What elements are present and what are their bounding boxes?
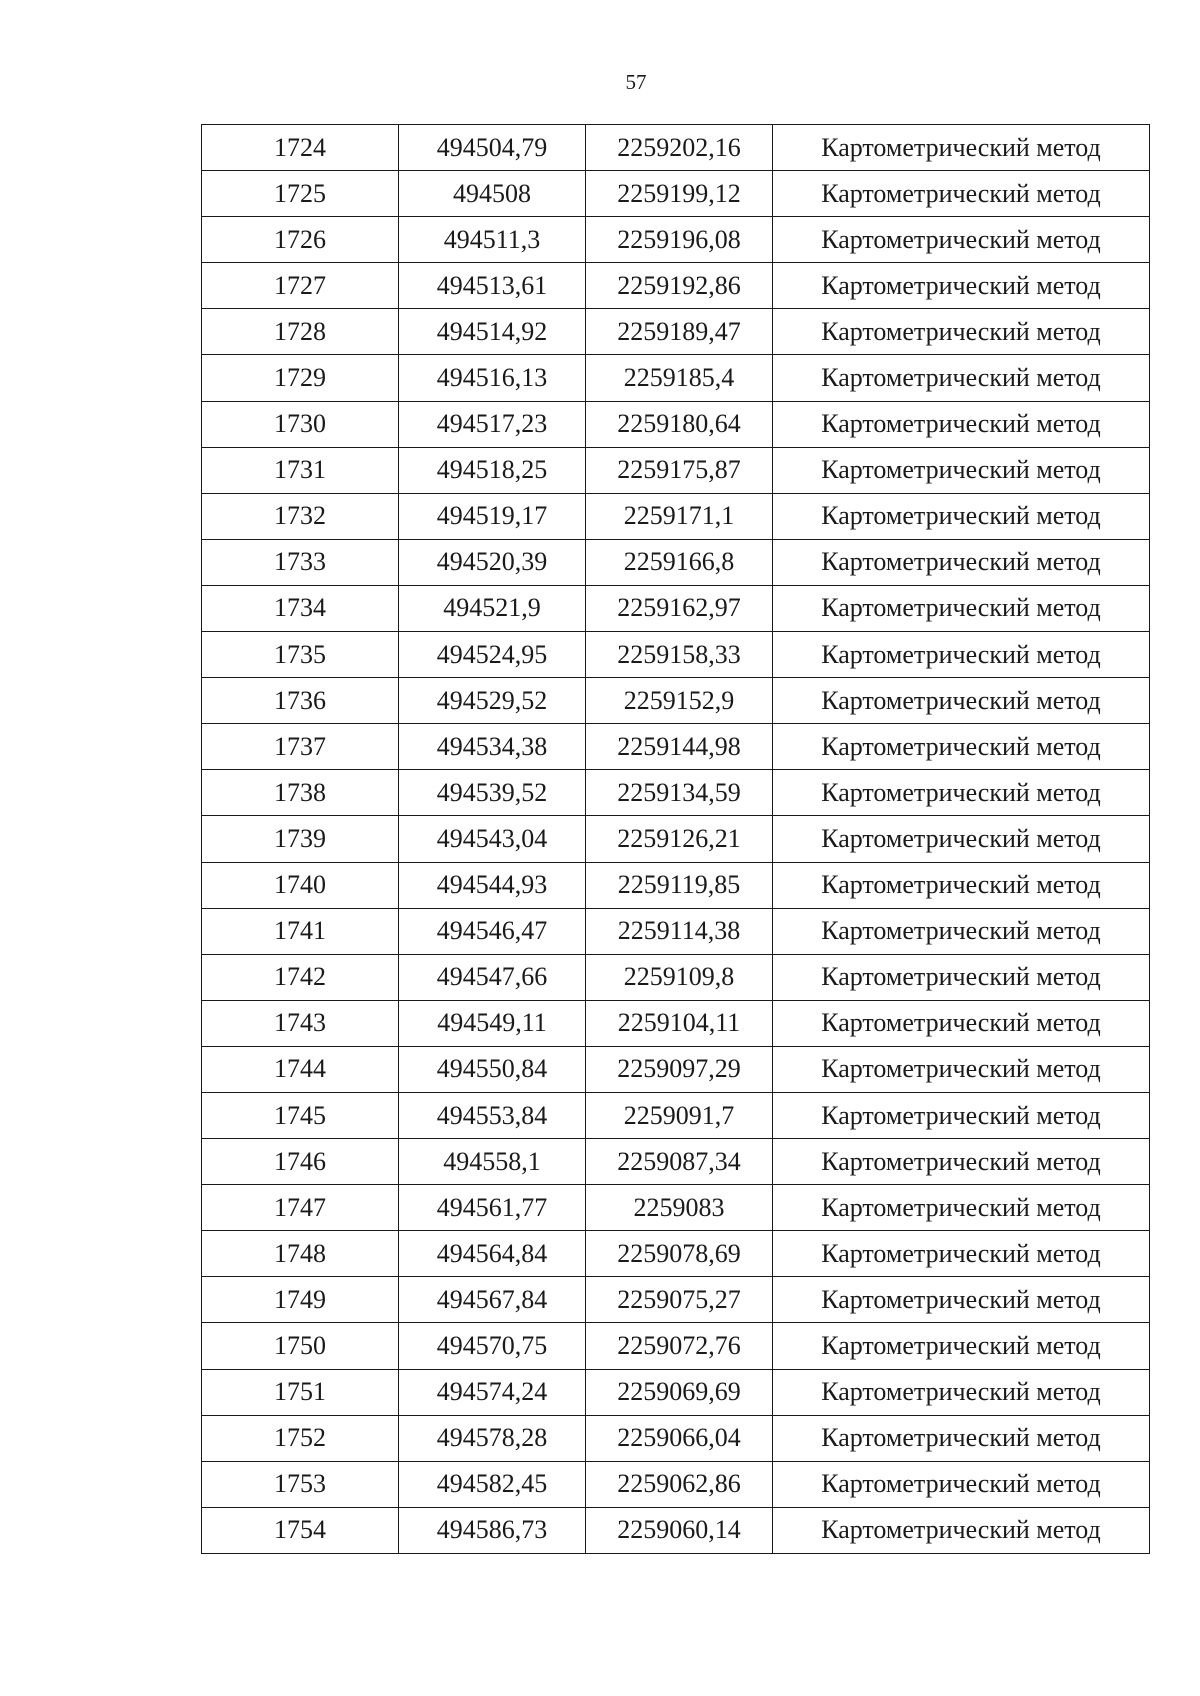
x-coordinate-cell: 494570,75 [399, 1323, 586, 1369]
table-body [202, 125, 1150, 1554]
table-row [202, 1277, 1150, 1323]
y-coordinate-cell: 2259075,27 [586, 1277, 773, 1323]
method-cell: Картометрический метод [773, 632, 1150, 678]
point-number-cell: 1737 [202, 724, 399, 770]
method-cell: Картометрический метод [773, 355, 1150, 401]
y-coordinate-cell: 2259202,16 [586, 125, 773, 171]
method-cell: Картометрический метод [773, 263, 1150, 309]
table-row [202, 1000, 1150, 1046]
x-coordinate-cell: 494543,04 [399, 816, 586, 862]
table-row [202, 401, 1150, 447]
y-coordinate-cell: 2259162,97 [586, 585, 773, 631]
point-number-cell: 1738 [202, 770, 399, 816]
x-coordinate-cell: 494511,3 [399, 217, 586, 263]
point-number-cell: 1744 [202, 1046, 399, 1092]
method-cell: Картометрический метод [773, 1323, 1150, 1369]
table-row [202, 1185, 1150, 1231]
table-row [202, 1369, 1150, 1415]
x-coordinate-cell: 494578,28 [399, 1415, 586, 1461]
method-cell: Картометрический метод [773, 1415, 1150, 1461]
y-coordinate-cell: 2259126,21 [586, 816, 773, 862]
y-coordinate-cell: 2259097,29 [586, 1046, 773, 1092]
x-coordinate-cell: 494553,84 [399, 1092, 586, 1138]
method-cell: Картометрический метод [773, 770, 1150, 816]
x-coordinate-cell: 494550,84 [399, 1046, 586, 1092]
x-coordinate-cell: 494539,52 [399, 770, 586, 816]
y-coordinate-cell: 2259109,8 [586, 954, 773, 1000]
table-row [202, 632, 1150, 678]
table-row [202, 447, 1150, 493]
method-cell: Картометрический метод [773, 1461, 1150, 1507]
table-row [202, 217, 1150, 263]
x-coordinate-cell: 494513,61 [399, 263, 586, 309]
method-cell: Картометрический метод [773, 1369, 1150, 1415]
x-coordinate-cell: 494558,1 [399, 1139, 586, 1185]
y-coordinate-cell: 2259166,8 [586, 539, 773, 585]
x-coordinate-cell: 494504,79 [399, 125, 586, 171]
point-number-cell: 1724 [202, 125, 399, 171]
table-row [202, 263, 1150, 309]
point-number-cell: 1727 [202, 263, 399, 309]
table-row [202, 585, 1150, 631]
y-coordinate-cell: 2259078,69 [586, 1231, 773, 1277]
table-row [202, 770, 1150, 816]
method-cell: Картометрический метод [773, 816, 1150, 862]
y-coordinate-cell: 2259104,11 [586, 1000, 773, 1046]
table-row [202, 816, 1150, 862]
point-number-cell: 1729 [202, 355, 399, 401]
table-row [202, 309, 1150, 355]
point-number-cell: 1733 [202, 539, 399, 585]
point-number-cell: 1743 [202, 1000, 399, 1046]
x-coordinate-cell: 494547,66 [399, 954, 586, 1000]
method-cell: Картометрический метод [773, 125, 1150, 171]
method-cell: Картометрический метод [773, 309, 1150, 355]
point-number-cell: 1741 [202, 908, 399, 954]
method-cell: Картометрический метод [773, 217, 1150, 263]
y-coordinate-cell: 2259185,4 [586, 355, 773, 401]
y-coordinate-cell: 2259066,04 [586, 1415, 773, 1461]
point-number-cell: 1730 [202, 401, 399, 447]
method-cell: Картометрический метод [773, 401, 1150, 447]
method-cell: Картометрический метод [773, 1000, 1150, 1046]
x-coordinate-cell: 494544,93 [399, 862, 586, 908]
y-coordinate-cell: 2259114,38 [586, 908, 773, 954]
y-coordinate-cell: 2259158,33 [586, 632, 773, 678]
point-number-cell: 1752 [202, 1415, 399, 1461]
point-number-cell: 1747 [202, 1185, 399, 1231]
x-coordinate-cell: 494582,45 [399, 1461, 586, 1507]
x-coordinate-cell: 494574,24 [399, 1369, 586, 1415]
y-coordinate-cell: 2259152,9 [586, 678, 773, 724]
method-cell: Картометрический метод [773, 1507, 1150, 1553]
method-cell: Картометрический метод [773, 1046, 1150, 1092]
table-row [202, 1461, 1150, 1507]
method-cell: Картометрический метод [773, 908, 1150, 954]
point-number-cell: 1745 [202, 1092, 399, 1138]
point-number-cell: 1735 [202, 632, 399, 678]
point-number-cell: 1750 [202, 1323, 399, 1369]
point-number-cell: 1740 [202, 862, 399, 908]
point-number-cell: 1739 [202, 816, 399, 862]
y-coordinate-cell: 2259119,85 [586, 862, 773, 908]
x-coordinate-cell: 494561,77 [399, 1185, 586, 1231]
table-row [202, 1046, 1150, 1092]
method-cell: Картометрический метод [773, 954, 1150, 1000]
table-row [202, 862, 1150, 908]
table-row [202, 724, 1150, 770]
method-cell: Картометрический метод [773, 862, 1150, 908]
x-coordinate-cell: 494534,38 [399, 724, 586, 770]
method-cell: Картометрический метод [773, 539, 1150, 585]
point-number-cell: 1734 [202, 585, 399, 631]
y-coordinate-cell: 2259091,7 [586, 1092, 773, 1138]
method-cell: Картометрический метод [773, 1277, 1150, 1323]
x-coordinate-cell: 494514,92 [399, 309, 586, 355]
x-coordinate-cell: 494524,95 [399, 632, 586, 678]
point-number-cell: 1728 [202, 309, 399, 355]
x-coordinate-cell: 494516,13 [399, 355, 586, 401]
method-cell: Картометрический метод [773, 724, 1150, 770]
table-row [202, 1507, 1150, 1553]
x-coordinate-cell: 494520,39 [399, 539, 586, 585]
table-row [202, 954, 1150, 1000]
method-cell: Картометрический метод [773, 1231, 1150, 1277]
point-number-cell: 1725 [202, 171, 399, 217]
page-number: 57 [625, 70, 647, 94]
table-row [202, 125, 1150, 171]
y-coordinate-cell: 2259072,76 [586, 1323, 773, 1369]
x-coordinate-cell: 494518,25 [399, 447, 586, 493]
table-row [202, 678, 1150, 724]
table-row [202, 1323, 1150, 1369]
x-coordinate-cell: 494586,73 [399, 1507, 586, 1553]
x-coordinate-cell: 494549,11 [399, 1000, 586, 1046]
method-cell: Картометрический метод [773, 1139, 1150, 1185]
point-number-cell: 1726 [202, 217, 399, 263]
y-coordinate-cell: 2259060,14 [586, 1507, 773, 1553]
point-number-cell: 1749 [202, 1277, 399, 1323]
y-coordinate-cell: 2259199,12 [586, 171, 773, 217]
x-coordinate-cell: 494508 [399, 171, 586, 217]
x-coordinate-cell: 494546,47 [399, 908, 586, 954]
table-row [202, 171, 1150, 217]
y-coordinate-cell: 2259189,47 [586, 309, 773, 355]
point-number-cell: 1748 [202, 1231, 399, 1277]
table-row [202, 493, 1150, 539]
method-cell: Картометрический метод [773, 678, 1150, 724]
y-coordinate-cell: 2259180,64 [586, 401, 773, 447]
method-cell: Картометрический метод [773, 585, 1150, 631]
point-number-cell: 1742 [202, 954, 399, 1000]
table-row [202, 1139, 1150, 1185]
point-number-cell: 1731 [202, 447, 399, 493]
point-number-cell: 1732 [202, 493, 399, 539]
x-coordinate-cell: 494519,17 [399, 493, 586, 539]
table-row [202, 1415, 1150, 1461]
y-coordinate-cell: 2259192,86 [586, 263, 773, 309]
method-cell: Картометрический метод [773, 493, 1150, 539]
point-number-cell: 1754 [202, 1507, 399, 1553]
x-coordinate-cell: 494529,52 [399, 678, 586, 724]
method-cell: Картометрический метод [773, 1185, 1150, 1231]
y-coordinate-cell: 2259196,08 [586, 217, 773, 263]
y-coordinate-cell: 2259144,98 [586, 724, 773, 770]
y-coordinate-cell: 2259069,69 [586, 1369, 773, 1415]
point-number-cell: 1746 [202, 1139, 399, 1185]
x-coordinate-cell: 494564,84 [399, 1231, 586, 1277]
table-row [202, 1092, 1150, 1138]
y-coordinate-cell: 2259087,34 [586, 1139, 773, 1185]
y-coordinate-cell: 2259171,1 [586, 493, 773, 539]
x-coordinate-cell: 494521,9 [399, 585, 586, 631]
x-coordinate-cell: 494567,84 [399, 1277, 586, 1323]
point-number-cell: 1751 [202, 1369, 399, 1415]
method-cell: Картометрический метод [773, 447, 1150, 493]
table-row [202, 355, 1150, 401]
coordinates-table [201, 124, 1150, 1554]
y-coordinate-cell: 2259083 [586, 1185, 773, 1231]
table-row [202, 539, 1150, 585]
point-number-cell: 1753 [202, 1461, 399, 1507]
table-row [202, 1231, 1150, 1277]
point-number-cell: 1736 [202, 678, 399, 724]
table-row [202, 908, 1150, 954]
y-coordinate-cell: 2259062,86 [586, 1461, 773, 1507]
x-coordinate-cell: 494517,23 [399, 401, 586, 447]
method-cell: Картометрический метод [773, 171, 1150, 217]
y-coordinate-cell: 2259175,87 [586, 447, 773, 493]
method-cell: Картометрический метод [773, 1092, 1150, 1138]
y-coordinate-cell: 2259134,59 [586, 770, 773, 816]
